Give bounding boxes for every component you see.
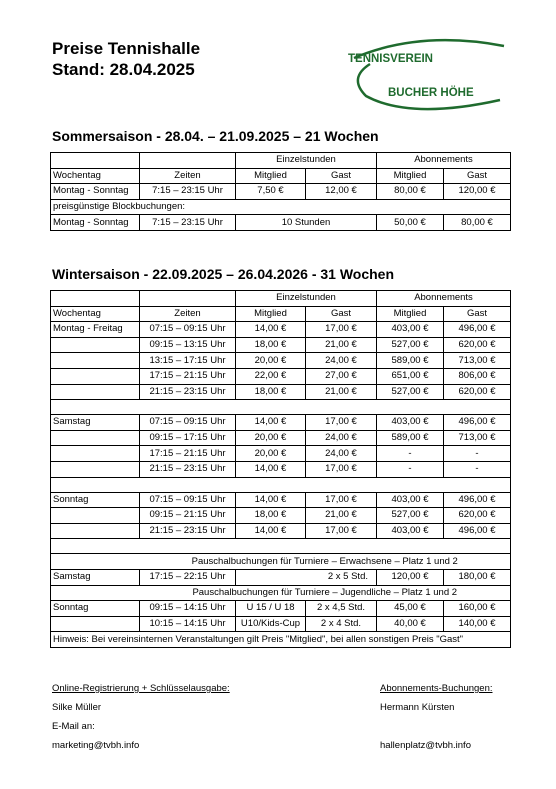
cell: Montag - Freitag xyxy=(51,322,140,338)
cell xyxy=(51,337,140,353)
cell: 589,00 € xyxy=(377,353,444,369)
cell: 13:15 – 17:15 Uhr xyxy=(140,353,236,369)
cell: 20,00 € xyxy=(236,430,306,446)
cell: 527,00 € xyxy=(377,384,444,400)
cell: 620,00 € xyxy=(444,384,511,400)
cell: 17,00 € xyxy=(306,322,377,338)
cell: 10 Stunden xyxy=(236,215,377,231)
cell: 12,00 € xyxy=(306,184,377,200)
table-row xyxy=(51,415,511,431)
pausch-jug-title: Pauschalbuchungen für Turniere – Jugendliche – Platz 1 und 2 xyxy=(140,585,511,601)
cell: 620,00 € xyxy=(444,508,511,524)
summer-table xyxy=(50,152,511,231)
col-gast: Gast xyxy=(444,168,511,184)
cell: 17:15 – 21:15 Uhr xyxy=(140,368,236,384)
cell: 140,00 € xyxy=(444,616,511,632)
cell: 2 x 4,5 Std. xyxy=(306,601,377,617)
cell: 50,00 € xyxy=(377,215,444,231)
cell: Montag - Sonntag xyxy=(51,215,140,231)
cell: 18,00 € xyxy=(236,508,306,524)
cell: 18,00 € xyxy=(236,337,306,353)
cell: - xyxy=(444,461,511,477)
cell: 21:15 – 23:15 Uhr xyxy=(140,523,236,539)
table-row xyxy=(51,291,511,307)
cell: 09:15 – 17:15 Uhr xyxy=(140,430,236,446)
abo-email: hallenplatz@tvbh.info xyxy=(380,740,471,751)
cell: 14,00 € xyxy=(236,322,306,338)
footer-right xyxy=(380,679,493,755)
table-row xyxy=(51,616,511,632)
cell: 527,00 € xyxy=(377,337,444,353)
logo-text-bottom: BUCHER HÖHE xyxy=(388,87,474,99)
cell: - xyxy=(377,461,444,477)
winter-table xyxy=(50,290,511,648)
club-logo xyxy=(340,34,508,116)
cell: 21,00 € xyxy=(306,384,377,400)
cell: Sonntag xyxy=(51,601,140,617)
table-row xyxy=(51,569,511,585)
cell: 2 x 5 Std. xyxy=(236,569,377,585)
cell: Samstag xyxy=(51,569,140,585)
cell: Samstag xyxy=(51,415,140,431)
cell: 160,00 € xyxy=(444,601,511,617)
cell: 14,00 € xyxy=(236,492,306,508)
table-row xyxy=(51,353,511,369)
cell: 620,00 € xyxy=(444,337,511,353)
cell: 09:15 – 13:15 Uhr xyxy=(140,337,236,353)
cell: 713,00 € xyxy=(444,353,511,369)
cell: - xyxy=(444,446,511,462)
cell: 20,00 € xyxy=(236,446,306,462)
cell xyxy=(140,291,236,307)
cell: 80,00 € xyxy=(444,215,511,231)
registration-name: Silke Müller xyxy=(52,702,102,713)
cell: - xyxy=(377,446,444,462)
table-row xyxy=(51,477,511,492)
footer-left xyxy=(52,679,230,755)
registration-email: marketing@tvbh.info xyxy=(52,740,140,751)
cell xyxy=(51,477,511,492)
cell xyxy=(51,461,140,477)
cell xyxy=(51,554,140,570)
cell: 403,00 € xyxy=(377,492,444,508)
cell: 496,00 € xyxy=(444,523,511,539)
cell: 21,00 € xyxy=(306,508,377,524)
table-row xyxy=(51,184,511,200)
cell: 14,00 € xyxy=(236,415,306,431)
cell: 20,00 € xyxy=(236,353,306,369)
table-row xyxy=(51,322,511,338)
table-row xyxy=(51,337,511,353)
logo-text-top: TENNISVEREIN xyxy=(348,53,433,65)
cell: 403,00 € xyxy=(377,523,444,539)
cell: 7,50 € xyxy=(236,184,306,200)
cell: 27,00 € xyxy=(306,368,377,384)
table-row xyxy=(51,168,511,184)
cell: Sonntag xyxy=(51,492,140,508)
col-mitglied: Mitglied xyxy=(377,306,444,322)
table-row xyxy=(51,508,511,524)
table-row xyxy=(51,554,511,570)
table-row xyxy=(51,306,511,322)
cell xyxy=(51,291,140,307)
col-wochentag: Wochentag xyxy=(51,168,140,184)
col-wochentag: Wochentag xyxy=(51,306,140,322)
email-label: E-Mail an: xyxy=(52,721,95,732)
table-row xyxy=(51,461,511,477)
table-row xyxy=(51,153,511,169)
cell xyxy=(51,384,140,400)
cell xyxy=(51,539,511,554)
cell: 40,00 € xyxy=(377,616,444,632)
cell xyxy=(51,523,140,539)
cell xyxy=(51,353,140,369)
pausch-erw-title: Pauschalbuchungen für Turniere – Erwachsene – Platz 1 und 2 xyxy=(140,554,511,570)
cell: 403,00 € xyxy=(377,415,444,431)
table-row xyxy=(51,446,511,462)
table-row xyxy=(51,368,511,384)
cell: 180,00 € xyxy=(444,569,511,585)
table-row xyxy=(51,632,511,648)
col-zeiten: Zeiten xyxy=(140,168,236,184)
cell: 17,00 € xyxy=(306,461,377,477)
table-row xyxy=(51,199,511,215)
cell: 7:15 – 23:15 Uhr xyxy=(140,184,236,200)
col-mitglied: Mitglied xyxy=(236,306,306,322)
cell: U 15 / U 18 xyxy=(236,601,306,617)
table-row xyxy=(51,601,511,617)
cell: 24,00 € xyxy=(306,353,377,369)
cell: 7:15 – 23:15 Uhr xyxy=(140,215,236,231)
table-row xyxy=(51,539,511,554)
cell: U10/Kids-Cup xyxy=(236,616,306,632)
abo-heading: Abonnements-Buchungen: xyxy=(380,683,493,694)
group-abo: Abonnements xyxy=(377,153,511,169)
cell: 589,00 € xyxy=(377,430,444,446)
cell: 24,00 € xyxy=(306,430,377,446)
cell: 07:15 – 09:15 Uhr xyxy=(140,322,236,338)
cell: 713,00 € xyxy=(444,430,511,446)
cell: 14,00 € xyxy=(236,523,306,539)
page-title xyxy=(52,38,200,80)
table-row xyxy=(51,523,511,539)
col-gast: Gast xyxy=(444,306,511,322)
cell xyxy=(51,430,140,446)
title-line-2: Stand: 28.04.2025 xyxy=(52,60,195,79)
cell: 24,00 € xyxy=(306,446,377,462)
group-einzel: Einzelstunden xyxy=(236,291,377,307)
cell: 120,00 € xyxy=(377,569,444,585)
cell: 80,00 € xyxy=(377,184,444,200)
cell: 07:15 – 09:15 Uhr xyxy=(140,415,236,431)
hinweis: Hinweis: Bei vereinsinternen Veranstaltungen gilt Preis "Mitglied", bei allen sonstigen Preis "Gast" xyxy=(51,632,511,648)
cell: 18,00 € xyxy=(236,384,306,400)
cell: 496,00 € xyxy=(444,492,511,508)
cell: 10:15 – 14:15 Uhr xyxy=(140,616,236,632)
cell: 17,00 € xyxy=(306,492,377,508)
table-row xyxy=(51,492,511,508)
cell: 17,00 € xyxy=(306,415,377,431)
cell: Montag - Sonntag xyxy=(51,184,140,200)
table-row xyxy=(51,400,511,415)
cell: 09:15 – 14:15 Uhr xyxy=(140,601,236,617)
table-row xyxy=(51,430,511,446)
summer-title: Sommersaison - 28.04. – 21.09.2025 – 21 Wochen xyxy=(52,128,379,144)
cell: 120,00 € xyxy=(444,184,511,200)
cell xyxy=(51,400,511,415)
cell: 17,00 € xyxy=(306,523,377,539)
col-zeiten: Zeiten xyxy=(140,306,236,322)
cell: 403,00 € xyxy=(377,322,444,338)
block-label: preisgünstige Blockbuchungen: xyxy=(51,199,511,215)
group-abo: Abonnements xyxy=(377,291,511,307)
table-row xyxy=(51,215,511,231)
cell: 22,00 € xyxy=(236,368,306,384)
winter-title: Wintersaison - 22.09.2025 – 26.04.2026 - 31 Wochen xyxy=(52,266,395,282)
cell: 2 x 4 Std. xyxy=(306,616,377,632)
cell: 09:15 – 21:15 Uhr xyxy=(140,508,236,524)
col-gast: Gast xyxy=(306,306,377,322)
cell: 496,00 € xyxy=(444,415,511,431)
cell: 496,00 € xyxy=(444,322,511,338)
cell xyxy=(51,585,140,601)
cell: 17:15 – 22:15 Uhr xyxy=(140,569,236,585)
cell xyxy=(51,368,140,384)
cell: 21:15 – 23:15 Uhr xyxy=(140,384,236,400)
cell: 45,00 € xyxy=(377,601,444,617)
cell: 651,00 € xyxy=(377,368,444,384)
cell xyxy=(51,616,140,632)
col-mitglied: Mitglied xyxy=(236,168,306,184)
registration-heading: Online-Registrierung + Schlüsselausgabe: xyxy=(52,683,230,694)
cell: 806,00 € xyxy=(444,368,511,384)
cell xyxy=(51,446,140,462)
cell: 07:15 – 09:15 Uhr xyxy=(140,492,236,508)
col-gast: Gast xyxy=(306,168,377,184)
cell: 17:15 – 21:15 Uhr xyxy=(140,446,236,462)
cell: 527,00 € xyxy=(377,508,444,524)
cell: 14,00 € xyxy=(236,461,306,477)
cell: 21,00 € xyxy=(306,337,377,353)
table-row xyxy=(51,384,511,400)
col-mitglied: Mitglied xyxy=(377,168,444,184)
cell: 21:15 – 23:15 Uhr xyxy=(140,461,236,477)
cell xyxy=(51,508,140,524)
abo-name: Hermann Kürsten xyxy=(380,702,455,713)
title-line-1: Preise Tennishalle xyxy=(52,39,201,58)
table-row xyxy=(51,585,511,601)
group-einzel: Einzelstunden xyxy=(236,153,377,169)
